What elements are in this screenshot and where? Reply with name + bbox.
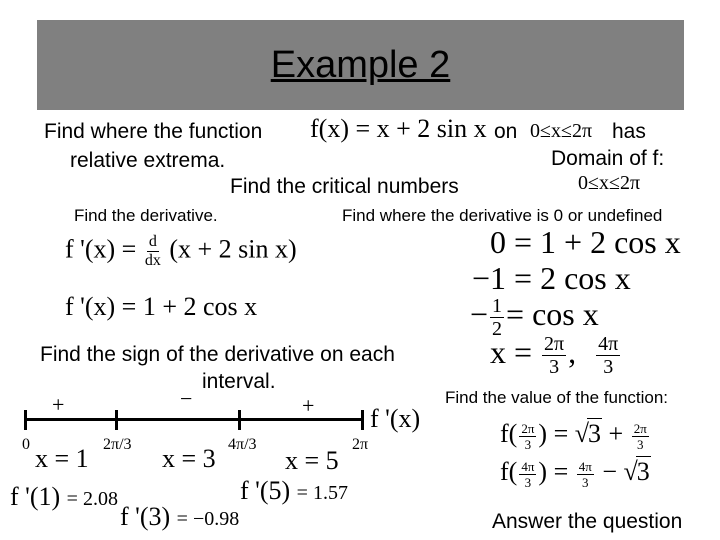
eq3-sign: −	[470, 296, 489, 332]
eq3-rhs: = cos x	[506, 296, 599, 332]
eq3-den: 2	[492, 318, 503, 341]
intro-find-where: Find where the function	[44, 120, 263, 143]
derivative-line2: f '(x) = 1 + 2 cos x	[65, 292, 258, 321]
fv2-op: −	[595, 457, 624, 486]
equation-3	[470, 296, 599, 339]
fv2-arg	[519, 460, 536, 489]
test-point-3: x = 5	[285, 446, 339, 475]
fv1-op: +	[602, 419, 630, 448]
intro-domain-expr: 0≤x≤2π	[530, 120, 593, 142]
sign-heading-line1: Find the sign of the derivative on each	[40, 343, 395, 366]
eq3-frac	[490, 296, 504, 339]
roots-comma: ,	[568, 334, 577, 370]
fv2-open: f(	[500, 457, 518, 486]
fv1-term	[632, 422, 649, 451]
sign-value-1-lhs: f '(1)	[10, 482, 61, 511]
sign-value-2-rhs: = 1.57	[296, 482, 348, 504]
fv1-term-den: 3	[636, 436, 644, 452]
sign-interval-1: +	[52, 392, 65, 417]
fv1-radicand: 3	[588, 419, 602, 448]
ddx-num: d	[148, 233, 157, 250]
fv1-sqrt-sign: √	[574, 419, 590, 448]
fv2-term-num: 4π	[578, 458, 592, 474]
test-point-1: x = 1	[35, 444, 89, 473]
test-point-2: x = 3	[162, 444, 216, 473]
eq4-lhs: x =	[490, 334, 533, 370]
sign-value-3	[120, 502, 239, 532]
fv2-mid: ) =	[538, 457, 575, 486]
fv2-arg-num: 4π	[521, 458, 535, 474]
intro-relative-extrema: relative extrema.	[70, 149, 226, 172]
page-title: Example 2	[270, 44, 451, 86]
fv2-term	[577, 460, 594, 489]
domain-label: Domain of f:	[551, 147, 665, 170]
intro-function: f(x) = x + 2 sin x	[310, 114, 487, 143]
ddx-den: dx	[144, 252, 161, 269]
function-value-1	[500, 418, 651, 451]
fv1-arg-num: 2π	[521, 420, 535, 436]
fv2-sqrt-sign: √	[623, 457, 638, 486]
eq3-num: 1	[492, 295, 503, 318]
sign-value-3-lhs: f '(3)	[120, 502, 171, 531]
root-1-num: 2π	[544, 333, 565, 356]
sign-value-1-rhs: = 2.08	[66, 488, 118, 510]
intro-has: has	[612, 120, 646, 143]
domain-expr: 0≤x≤2π	[578, 172, 641, 194]
sign-interval-3: +	[302, 393, 315, 418]
root-1	[542, 334, 566, 377]
fv2-arg-den: 3	[524, 474, 532, 490]
sign-interval-2: −	[180, 386, 193, 411]
fv2-radicand: 3	[636, 457, 650, 486]
tick-label-0: 0	[22, 436, 30, 453]
function-value-heading: Find the value of the function:	[445, 388, 669, 407]
tick-label-4pi-3: 4π/3	[228, 436, 257, 453]
fv1-arg	[519, 422, 536, 451]
derivative-line1	[65, 234, 297, 269]
tick-0	[24, 410, 27, 430]
answer-prompt: Answer the question	[492, 510, 683, 533]
sign-value-2	[240, 476, 348, 506]
root-1-den: 3	[549, 356, 560, 379]
sign-axis-label: f '(x)	[370, 404, 421, 433]
intro-on: on	[494, 120, 518, 143]
derivative-heading: Find the derivative.	[74, 206, 218, 225]
sign-value-3-rhs: = −0.98	[176, 508, 240, 530]
function-value-2	[500, 456, 651, 489]
root-2	[596, 334, 620, 377]
sign-value-1	[10, 482, 118, 512]
fv1-mid: ) =	[538, 419, 575, 448]
tick-2pi	[361, 410, 364, 430]
tick-4pi-3	[238, 410, 241, 430]
sign-value-2-lhs: f '(5)	[240, 476, 291, 505]
derivative-line1-rhs: (x + 2 sin x)	[169, 234, 297, 264]
title-bar	[37, 20, 684, 110]
tick-label-2pi: 2π	[352, 436, 369, 453]
critical-numbers-heading: Find the critical numbers	[230, 175, 459, 198]
fv2-term-den: 3	[582, 474, 589, 490]
fv1-term-num: 2π	[633, 420, 647, 436]
tick-label-2pi-3: 2π/3	[103, 436, 132, 453]
fv1-open: f(	[500, 419, 518, 448]
derivative-line1-lhs: f '(x) =	[65, 234, 137, 264]
fv1-arg-den: 3	[524, 436, 532, 452]
tick-2pi-3	[115, 410, 118, 430]
derivative-ddx	[145, 234, 161, 269]
sign-heading-line2: interval.	[202, 370, 276, 393]
zero-undefined-heading: Find where the derivative is 0 or undefined	[342, 206, 663, 225]
root-2-num: 4π	[598, 333, 619, 356]
equation-4	[490, 334, 622, 377]
equation-1: 0 = 1 + 2 cos x	[490, 224, 681, 260]
root-2-den: 3	[603, 356, 614, 379]
equation-2: −1 = 2 cos x	[472, 260, 631, 296]
